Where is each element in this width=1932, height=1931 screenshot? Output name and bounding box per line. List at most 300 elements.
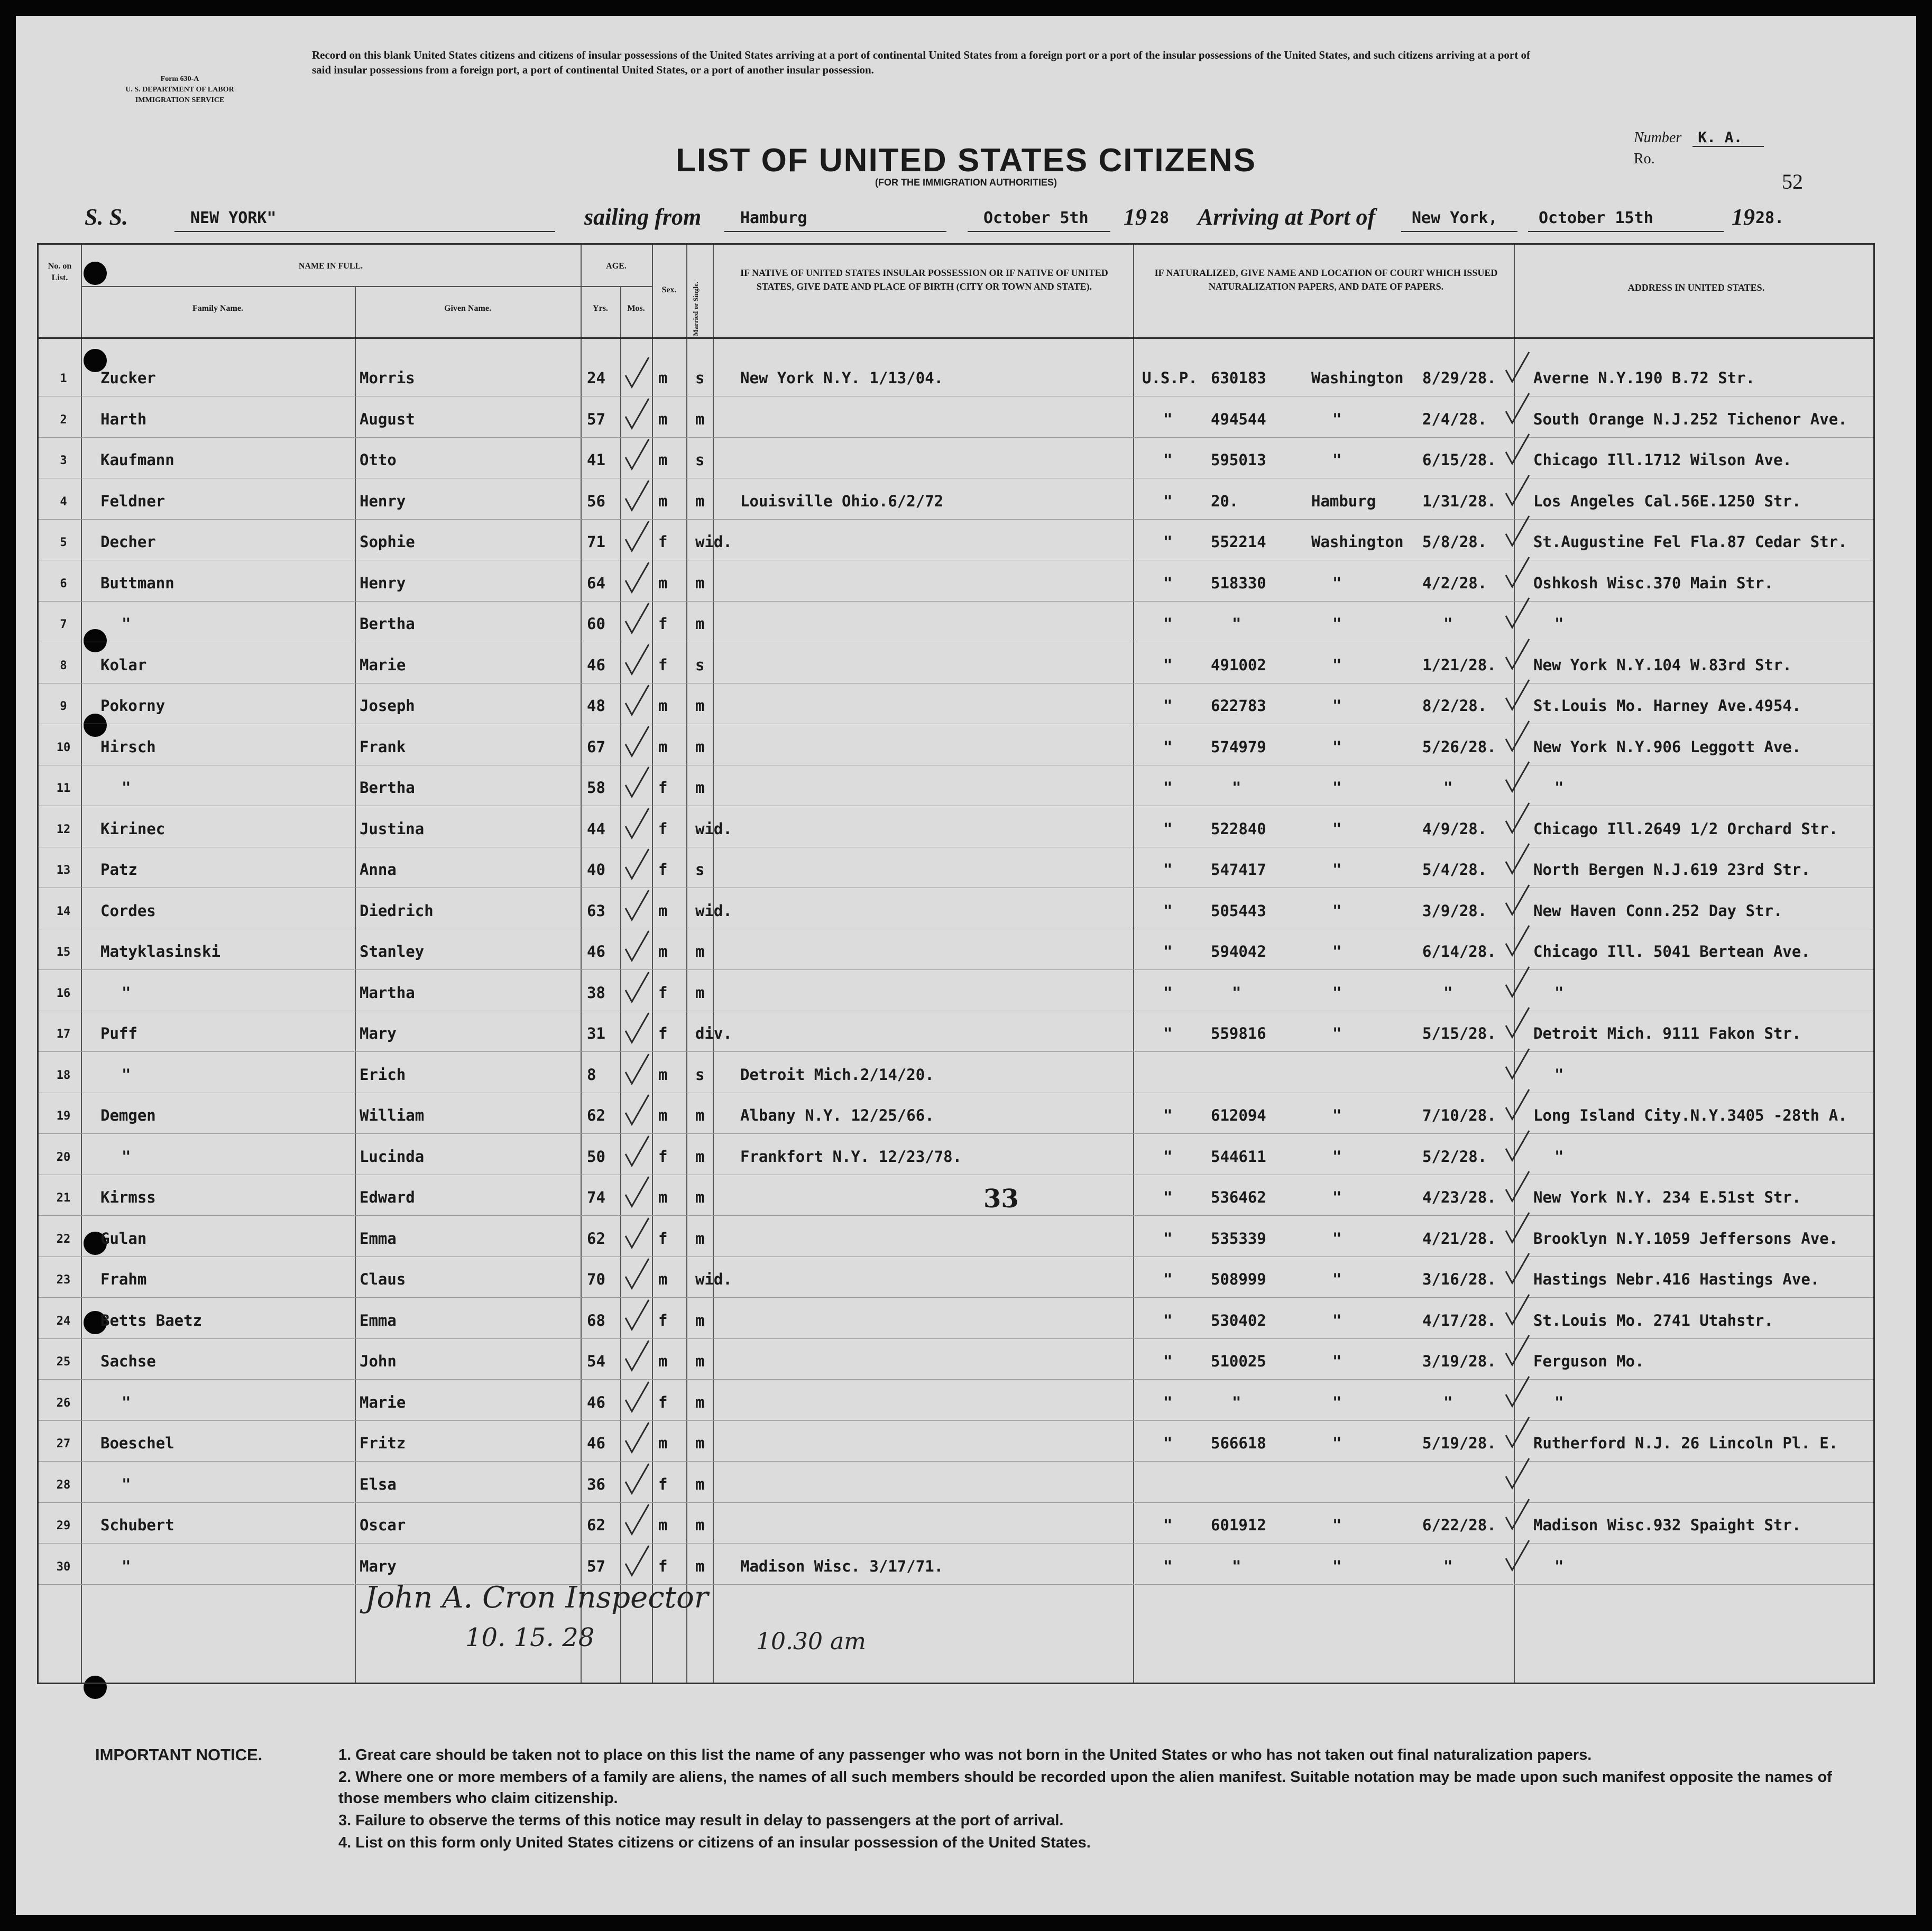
table-row	[37, 728, 1898, 765]
family-name: "	[122, 983, 131, 1002]
check-mark-icon	[1502, 349, 1533, 386]
check-mark-icon	[1502, 513, 1533, 550]
marital-status: m	[695, 574, 705, 592]
page-title: LIST OF UNITED STATES CITIZENS	[676, 142, 1256, 179]
departure-year: 28	[1150, 209, 1170, 227]
naturalization-court-location: "	[1332, 1393, 1342, 1411]
check-mark-icon	[621, 436, 653, 473]
family-name: "	[122, 615, 131, 633]
us-address: New York N.Y.104 W.83rd Str.	[1533, 655, 1792, 674]
naturalization-number: 536462	[1211, 1188, 1266, 1206]
sex: f	[658, 779, 668, 797]
row-number: 13	[56, 864, 71, 877]
family-name: Sachse	[100, 1352, 156, 1370]
marital-status: div.	[695, 1024, 732, 1042]
given-name: Diedrich	[360, 901, 434, 920]
naturalization-date: 3/16/28.	[1422, 1270, 1496, 1288]
naturalization-number: 494544	[1211, 410, 1266, 428]
us-address: New Haven Conn.252 Day Str.	[1533, 901, 1783, 920]
us-address: Chicago Ill. 5041 Bertean Ave.	[1533, 943, 1810, 960]
check-mark-icon	[1502, 840, 1533, 877]
naturalization-date: 4/9/28.	[1422, 819, 1487, 838]
table-row	[37, 1097, 1898, 1134]
marital-status: m	[695, 492, 705, 510]
naturalization-number: 544611	[1211, 1147, 1266, 1166]
naturalization-court-type: "	[1163, 1229, 1173, 1248]
naturalization-number: 522840	[1211, 819, 1266, 838]
marital-status: s	[695, 655, 705, 674]
marital-status: m	[695, 943, 705, 960]
table-row	[37, 933, 1898, 970]
check-mark-icon	[1502, 1046, 1533, 1083]
sex: f	[658, 1147, 668, 1166]
naturalization-date: 8/29/28.	[1422, 369, 1496, 387]
naturalization-court-type: "	[1163, 819, 1173, 838]
naturalization-date: "	[1443, 983, 1453, 1002]
check-mark-icon	[621, 764, 653, 801]
check-mark-icon	[1502, 1250, 1533, 1287]
check-mark-icon	[621, 1461, 653, 1498]
arrival-year-prefix: 19	[1732, 204, 1755, 230]
departure-port: Hamburg	[740, 209, 807, 227]
family-name: Demgen	[100, 1106, 156, 1124]
naturalization-date: 8/2/28.	[1422, 697, 1487, 715]
family-name: Feldner	[100, 492, 165, 510]
marital-status: m	[695, 1188, 705, 1206]
service-name: IMMIGRATION SERVICE	[135, 96, 225, 104]
family-name: "	[122, 1393, 131, 1411]
table-row	[37, 851, 1898, 888]
age-years: 71	[587, 533, 605, 551]
naturalization-number: 20.	[1211, 492, 1239, 510]
header-address: ADDRESS IN UNITED STATES.	[1627, 282, 1765, 293]
header-birth: IF NATIVE OF UNITED STATES INSULAR POSSESSION OR IF NATIVE OF UNITED STATES, GIVE DATE AND PLACE OF BIRTH (CITY OR TOWN AND STATE).	[740, 267, 1108, 292]
table-row	[37, 523, 1898, 560]
marital-status: m	[695, 737, 705, 756]
naturalization-number: 574979	[1211, 737, 1266, 756]
row-number: 24	[56, 1314, 71, 1328]
age-years: 44	[587, 819, 605, 838]
birth-place-date: Albany N.Y. 12/25/66.	[740, 1106, 934, 1124]
age-years: 68	[587, 1311, 605, 1329]
arrival-year: 28.	[1755, 209, 1784, 227]
sex: m	[658, 1270, 668, 1288]
check-mark-icon	[621, 1379, 653, 1416]
birth-place-date: Detroit Mich.2/14/20.	[740, 1065, 934, 1084]
naturalization-court-type: U.S.P.	[1142, 369, 1198, 387]
table-row	[37, 1015, 1898, 1052]
given-name: Henry	[360, 492, 406, 510]
inspection-time: 10.30 am	[756, 1628, 866, 1655]
header-mos: Mos.	[627, 304, 645, 313]
given-name: William	[360, 1106, 425, 1124]
row-number: 20	[56, 1150, 71, 1164]
row-number: 4	[60, 495, 67, 509]
check-mark-icon	[1502, 595, 1533, 632]
age-years: 41	[587, 451, 605, 469]
inspector-signature: John A. Cron Inspector	[365, 1581, 709, 1615]
check-mark-icon	[621, 1010, 653, 1047]
naturalization-court-type: "	[1163, 861, 1173, 879]
family-name: Puff	[100, 1024, 137, 1042]
given-name: Edward	[360, 1188, 415, 1206]
given-name: Lucinda	[360, 1147, 425, 1166]
us-address: Averne N.Y.190 B.72 Str.	[1533, 369, 1755, 387]
ship-name: NEW YORK"	[190, 209, 277, 227]
row-number: 11	[56, 782, 71, 795]
given-name: Martha	[360, 983, 415, 1002]
age-years: 46	[587, 1434, 605, 1452]
row-number: 10	[56, 741, 71, 754]
given-name: Mary	[360, 1557, 397, 1575]
row-number: 9	[60, 700, 67, 713]
voyage-line	[16, 204, 1916, 235]
naturalization-date: 6/14/28.	[1422, 943, 1496, 960]
family-name: Buttmann	[100, 574, 174, 592]
naturalization-court-location: "	[1332, 655, 1342, 674]
row-number: 21	[56, 1191, 71, 1205]
age-years: 62	[587, 1106, 605, 1124]
table-row	[37, 1056, 1898, 1093]
age-years: 57	[587, 410, 605, 428]
naturalization-court-type: "	[1163, 492, 1173, 510]
check-mark-icon	[1502, 800, 1533, 837]
naturalization-court-location: "	[1332, 737, 1342, 756]
arriving-label: Arriving at Port of	[1198, 204, 1376, 230]
naturalization-date: "	[1443, 779, 1453, 797]
table-row	[37, 1302, 1898, 1339]
us-address: Long Island City.N.Y.3405 -28th A.	[1533, 1106, 1847, 1124]
sex: f	[658, 861, 668, 879]
naturalization-number: 518330	[1211, 574, 1266, 592]
sex: f	[658, 533, 668, 551]
row-number: 6	[60, 577, 67, 590]
birth-place-date: New York N.Y. 1/13/04.	[740, 369, 944, 387]
naturalization-court-location: "	[1332, 574, 1342, 592]
given-name: Stanley	[360, 943, 425, 960]
family-name: Harth	[100, 410, 147, 428]
marital-status: m	[695, 1229, 705, 1248]
page-number: 52	[1782, 170, 1803, 193]
age-years: 57	[587, 1557, 605, 1575]
marital-status: m	[695, 1434, 705, 1452]
marital-status: m	[695, 1393, 705, 1411]
check-mark-icon	[1502, 1128, 1533, 1165]
naturalization-court-location: "	[1332, 861, 1342, 879]
marital-status: m	[695, 697, 705, 715]
birth-place-date: Louisville Ohio.6/2/72	[740, 492, 944, 510]
marital-status: m	[695, 983, 705, 1002]
department-name: U. S. DEPARTMENT OF LABOR	[125, 86, 234, 94]
sex: f	[658, 615, 668, 633]
naturalization-date: 4/21/28.	[1422, 1229, 1496, 1248]
naturalization-court-location: "	[1332, 1188, 1342, 1206]
us-address: Brooklyn N.Y.1059 Jeffersons Ave.	[1533, 1229, 1838, 1248]
naturalization-number: 547417	[1211, 861, 1266, 879]
naturalization-court-location: "	[1332, 410, 1342, 428]
sex: m	[658, 1434, 668, 1452]
age-years: 38	[587, 983, 605, 1002]
check-mark-icon	[621, 846, 653, 883]
row-number: 30	[56, 1560, 71, 1574]
check-mark-icon	[621, 518, 653, 555]
given-name: Marie	[360, 1393, 406, 1411]
header-given-name: Given Name.	[444, 304, 491, 313]
notice-heading: IMPORTANT NOTICE.	[95, 1745, 263, 1764]
form-identifier	[85, 74, 275, 106]
marital-status: m	[695, 410, 705, 428]
check-mark-icon	[621, 887, 653, 924]
us-address: Rutherford N.J. 26 Lincoln Pl. E.	[1533, 1434, 1838, 1452]
given-name: Bertha	[360, 779, 415, 797]
marital-status: m	[695, 1147, 705, 1166]
table-row	[37, 401, 1898, 438]
naturalization-court-type: "	[1163, 1024, 1173, 1042]
sex: m	[658, 901, 668, 920]
naturalization-court-location: "	[1332, 615, 1342, 633]
check-mark-icon	[1502, 882, 1533, 919]
row-number: 12	[56, 823, 71, 836]
sex: m	[658, 451, 668, 469]
naturalization-date: 1/31/28.	[1422, 492, 1496, 510]
header-naturalized: IF NATURALIZED, GIVE NAME AND LOCATION OF COURT WHICH ISSUED NATURALIZATION PAPERS, AND DATE OF PAPERS.	[1154, 267, 1498, 292]
family-name: Schubert	[100, 1516, 174, 1534]
naturalization-court-location: "	[1332, 1557, 1342, 1575]
age-years: 56	[587, 492, 605, 510]
given-name: Fritz	[360, 1434, 406, 1452]
age-years: 48	[587, 697, 605, 715]
row-number: 27	[56, 1437, 71, 1450]
age-years: 62	[587, 1229, 605, 1248]
check-mark-icon	[621, 1051, 653, 1088]
naturalization-court-location: "	[1332, 983, 1342, 1002]
table-row	[37, 483, 1898, 520]
birth-place-date: Madison Wisc. 3/17/71.	[740, 1557, 944, 1575]
naturalization-court-location: "	[1332, 697, 1342, 715]
family-name: Boeschel	[100, 1434, 174, 1452]
record-instructions: Record on this blank United States citizens and citizens of insular possessions of the United States arriving at a port of continental United States from a foreign port or a port of the insular possessions of the United States, and such citizens arriving at a port of said insular possessions from a foreign port, a port of continental United States, or a port of another insular possession.	[312, 49, 1530, 76]
notice-item: 4. List on this form only United States citizens or citizens of an insular possession of the United States.	[338, 1834, 1091, 1851]
us-address: "	[1554, 779, 1564, 797]
given-name: Oscar	[360, 1516, 406, 1534]
family-name: Gulan	[100, 1229, 147, 1248]
naturalization-court-location: "	[1332, 1270, 1342, 1288]
number-label: Number	[1634, 130, 1682, 146]
page-subtitle: (FOR THE IMMIGRATION AUTHORITIES)	[875, 177, 1057, 188]
naturalization-date: 5/2/28.	[1422, 1147, 1487, 1166]
us-address: "	[1554, 1147, 1564, 1166]
check-mark-icon	[1502, 1332, 1533, 1369]
check-mark-icon	[621, 969, 653, 1006]
naturalization-number: "	[1232, 983, 1241, 1002]
given-name: Henry	[360, 574, 406, 592]
naturalization-court-location: "	[1332, 1311, 1342, 1329]
family-name: "	[122, 1557, 131, 1575]
naturalization-court-type: "	[1163, 697, 1173, 715]
naturalization-court-type: "	[1163, 983, 1173, 1002]
naturalization-date: 6/15/28.	[1422, 451, 1496, 469]
naturalization-number: 622783	[1211, 697, 1266, 715]
age-years: 63	[587, 901, 605, 920]
table-row	[37, 974, 1898, 1011]
marital-status: m	[695, 1311, 705, 1329]
row-number: 1	[60, 372, 67, 385]
sex: f	[658, 1024, 668, 1042]
given-name: Morris	[360, 369, 415, 387]
given-name: Bertha	[360, 615, 415, 633]
sex: m	[658, 1516, 668, 1534]
age-years: 54	[587, 1352, 605, 1370]
naturalization-date: 3/19/28.	[1422, 1352, 1496, 1370]
notice-item: 1. Great care should be taken not to place on this list the name of any passenger who was not born in the United States or who has not taken out final naturalization papers.	[338, 1747, 1592, 1763]
marital-status: wid.	[695, 533, 732, 551]
naturalization-date: 4/17/28.	[1422, 1311, 1496, 1329]
check-mark-icon	[1502, 1537, 1533, 1574]
age-years: 31	[587, 1024, 605, 1042]
sex: m	[658, 697, 668, 715]
naturalization-date: 5/15/28.	[1422, 1024, 1496, 1042]
naturalization-court-type: "	[1163, 533, 1173, 551]
notice-item: 3. Failure to observe the terms of this notice may result in delay to passengers at the port of arrival.	[338, 1812, 1064, 1829]
check-mark-icon	[1502, 718, 1533, 755]
sex: m	[658, 1106, 668, 1124]
check-mark-icon	[621, 1337, 653, 1374]
naturalization-number: "	[1232, 615, 1241, 633]
naturalization-date: 1/21/28.	[1422, 655, 1496, 674]
check-mark-icon	[621, 1419, 653, 1456]
table-row	[37, 441, 1898, 478]
naturalization-court-location: "	[1332, 901, 1342, 920]
naturalization-court-location: "	[1332, 1516, 1342, 1534]
naturalization-number: 535339	[1211, 1229, 1266, 1248]
naturalization-number: 559816	[1211, 1024, 1266, 1042]
check-mark-icon	[1502, 677, 1533, 714]
header-sex: Sex.	[661, 285, 677, 294]
age-years: 60	[587, 615, 605, 633]
given-name: John	[360, 1352, 397, 1370]
row-number: 14	[56, 904, 71, 918]
check-mark-icon	[621, 1255, 653, 1292]
us-address: St.Louis Mo. 2741 Utahstr.	[1533, 1311, 1773, 1329]
us-address: New York N.Y.906 Leggott Ave.	[1533, 737, 1801, 756]
family-name: Betts Baetz	[100, 1311, 203, 1329]
naturalization-court-location: "	[1332, 1147, 1342, 1166]
row-number: 23	[56, 1273, 71, 1287]
check-mark-icon	[1502, 390, 1533, 427]
age-years: 50	[587, 1147, 605, 1166]
row-number: 29	[56, 1519, 71, 1532]
check-mark-icon	[621, 395, 653, 432]
number-value: K. A.	[1692, 128, 1763, 147]
us-address: North Bergen N.J.619 23rd Str.	[1533, 861, 1810, 879]
age-years: 46	[587, 943, 605, 960]
marital-status: wid.	[695, 901, 732, 920]
given-name: Erich	[360, 1065, 406, 1084]
marital-status: m	[695, 1352, 705, 1370]
naturalization-date: 6/22/28.	[1422, 1516, 1496, 1534]
given-name: August	[360, 410, 415, 428]
us-address: "	[1554, 983, 1564, 1002]
family-name: Pokorny	[100, 697, 165, 715]
age-years: 58	[587, 779, 605, 797]
naturalization-court-location: Washington	[1311, 533, 1404, 551]
manifest-sheet	[16, 16, 1916, 1915]
check-mark-icon	[1502, 1496, 1533, 1533]
check-mark-icon	[621, 1501, 653, 1538]
table-row	[37, 892, 1898, 929]
table-row	[37, 1343, 1898, 1380]
age-years: 62	[587, 1516, 605, 1534]
us-address: St.Louis Mo. Harney Ave.4954.	[1533, 697, 1801, 715]
naturalization-court-location: Washington	[1311, 369, 1404, 387]
naturalization-court-type: "	[1163, 1188, 1173, 1206]
us-address: "	[1554, 1393, 1564, 1411]
table-row	[37, 1548, 1898, 1585]
given-name: Claus	[360, 1270, 406, 1288]
sex: f	[658, 819, 668, 838]
sex: f	[658, 1229, 668, 1248]
marital-status: m	[695, 1475, 705, 1493]
family-name: Matyklasinski	[100, 943, 220, 960]
sex: m	[658, 410, 668, 428]
row-number: 17	[56, 1028, 71, 1041]
check-mark-icon	[621, 1215, 653, 1252]
family-name: Kaufmann	[100, 451, 174, 469]
us-address: "	[1554, 1065, 1564, 1084]
us-address: "	[1554, 615, 1564, 633]
naturalization-date: "	[1443, 1393, 1453, 1411]
naturalization-court-type: "	[1163, 615, 1173, 633]
sex: f	[658, 1311, 668, 1329]
ro-label: Ro.	[1634, 151, 1655, 167]
check-mark-icon	[1502, 1168, 1533, 1205]
family-name: Patz	[100, 861, 137, 879]
check-mark-icon	[621, 682, 653, 719]
header-yrs: Yrs.	[593, 304, 608, 313]
naturalization-court-type: "	[1163, 1270, 1173, 1288]
naturalization-number: "	[1232, 1557, 1241, 1575]
check-mark-icon	[1502, 964, 1533, 1001]
given-name: Anna	[360, 861, 397, 879]
naturalization-number: 491002	[1211, 655, 1266, 674]
check-mark-icon	[1502, 554, 1533, 591]
form-number: Form 630-A	[160, 75, 199, 83]
check-mark-icon	[1502, 1455, 1533, 1492]
naturalization-court-location: "	[1332, 943, 1342, 960]
naturalization-court-type: "	[1163, 943, 1173, 960]
important-notice	[95, 1744, 1840, 1851]
naturalization-court-location: "	[1332, 451, 1342, 469]
naturalization-court-type: "	[1163, 1311, 1173, 1329]
table-row	[37, 1466, 1898, 1503]
table-row	[37, 1179, 1898, 1216]
naturalization-number: 552214	[1211, 533, 1266, 551]
list-number-block	[1634, 127, 1764, 170]
header-married: Married or Single.	[692, 282, 700, 336]
sailing-label: sailing from	[584, 204, 702, 230]
naturalization-court-type: "	[1163, 1516, 1173, 1534]
naturalization-court-type: "	[1163, 655, 1173, 674]
naturalization-court-location: "	[1332, 819, 1342, 838]
naturalization-date: 2/4/28.	[1422, 410, 1487, 428]
table-row	[37, 1507, 1898, 1544]
naturalization-number: "	[1232, 779, 1241, 797]
given-name: Justina	[360, 819, 425, 838]
table-row	[37, 565, 1898, 602]
table-row	[37, 1384, 1898, 1421]
sex: m	[658, 737, 668, 756]
family-name: "	[122, 1147, 131, 1166]
